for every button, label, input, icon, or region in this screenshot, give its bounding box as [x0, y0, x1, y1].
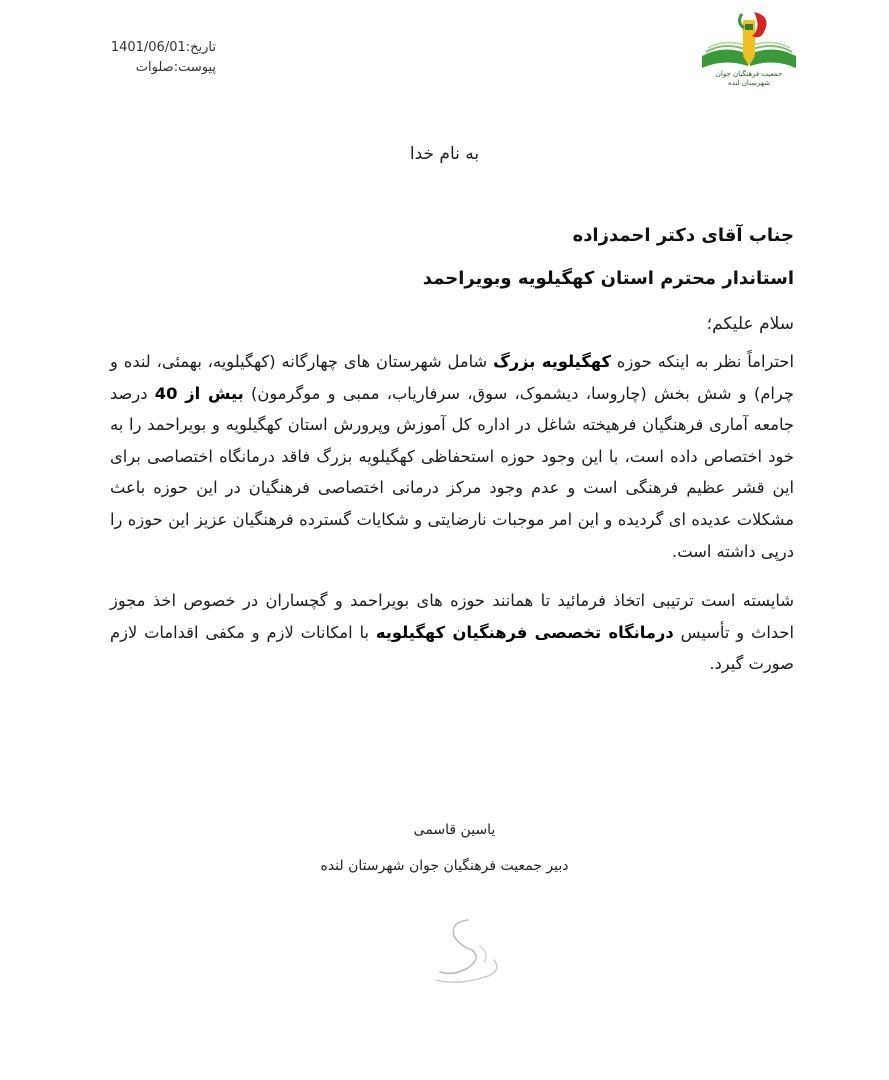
greeting: سلام علیکم؛: [706, 314, 794, 334]
logo-caption-line2: شهرستان لنده: [727, 79, 771, 87]
logo-caption-line1: جمعیت فرهنگیان جوان: [715, 70, 783, 78]
logo-caption: [700, 70, 798, 88]
addressee-name: جناب آقای دکتر احمدزاده: [572, 225, 794, 246]
attachment-label: پیوست:: [173, 60, 216, 75]
body-paragraph-1: [110, 346, 794, 567]
handwritten-signature: [410, 910, 520, 990]
attachment-row: [96, 58, 216, 78]
p1-emphasis-region: کهگیلویه بزرگ: [493, 352, 611, 371]
body-paragraph-2: [110, 585, 794, 680]
attachment-value: صلوات: [135, 60, 174, 75]
p1-emphasis-percent: بیش از 40: [154, 383, 244, 403]
date-row: [96, 38, 216, 58]
p2-emphasis-clinic: درمانگاه تخصصی فرهنگیان کهگیلویه: [375, 622, 674, 642]
date-label: تاریخ:: [185, 40, 216, 55]
addressee-title: استاندار محترم استان کهگیلویه وبویراحمد: [422, 268, 794, 289]
bismillah: به نام خدا: [409, 144, 480, 164]
p1-text-c: شامل شهرستان های چهارگانه (کهگیلویه، بهمئی، لنده و چرام) و شش بخش (چاروسا، دیشموک، سوق، سرفاریاب، ممبی و موگرمون): [110, 352, 794, 403]
p2-text-a: شایسته است ترتیبی اتخاذ فرمائید تا همانند حوزه های بویراحمد و گچساران در خصوص اخذ مجوز احداث و تأسیس: [110, 591, 794, 642]
p1-text-a: احتراماً نظر به اینکه حوزه: [611, 352, 794, 371]
p2-text-c: با امکانات لازم و مکفی اقدامات لازم صورت گیرد.: [110, 622, 794, 674]
date-value: 1401/06/01: [110, 40, 186, 55]
p1-text-e: درصد جامعه آماری فرهنگیان فرهیخته شاغل در اداره کل آموزش وپرورش استان کهگیلویه و بویراحمد را به خود اختصاص داده است، با این وجود حوزه استحفاظی کهگیلویه بزرگ فاقد درمانگاه اختصاصی برای این قشر عظیم فرهنگی است و عدم وجود مرکز درمانی اختصاصی فرهنگیان در این حوزه باعث مشکلات عدیده ای گردیده و این امر موجبات نارضایتی و شکایات گسترده فرهنگیان عزیز این حوزه را درپی داشته است.: [110, 383, 794, 561]
signer-title: دبیر جمعیت فرهنگیان جوان شهرستان لنده: [320, 858, 569, 874]
letter-meta: [96, 38, 216, 78]
signer-name: یاسین قاسمی: [413, 822, 496, 838]
